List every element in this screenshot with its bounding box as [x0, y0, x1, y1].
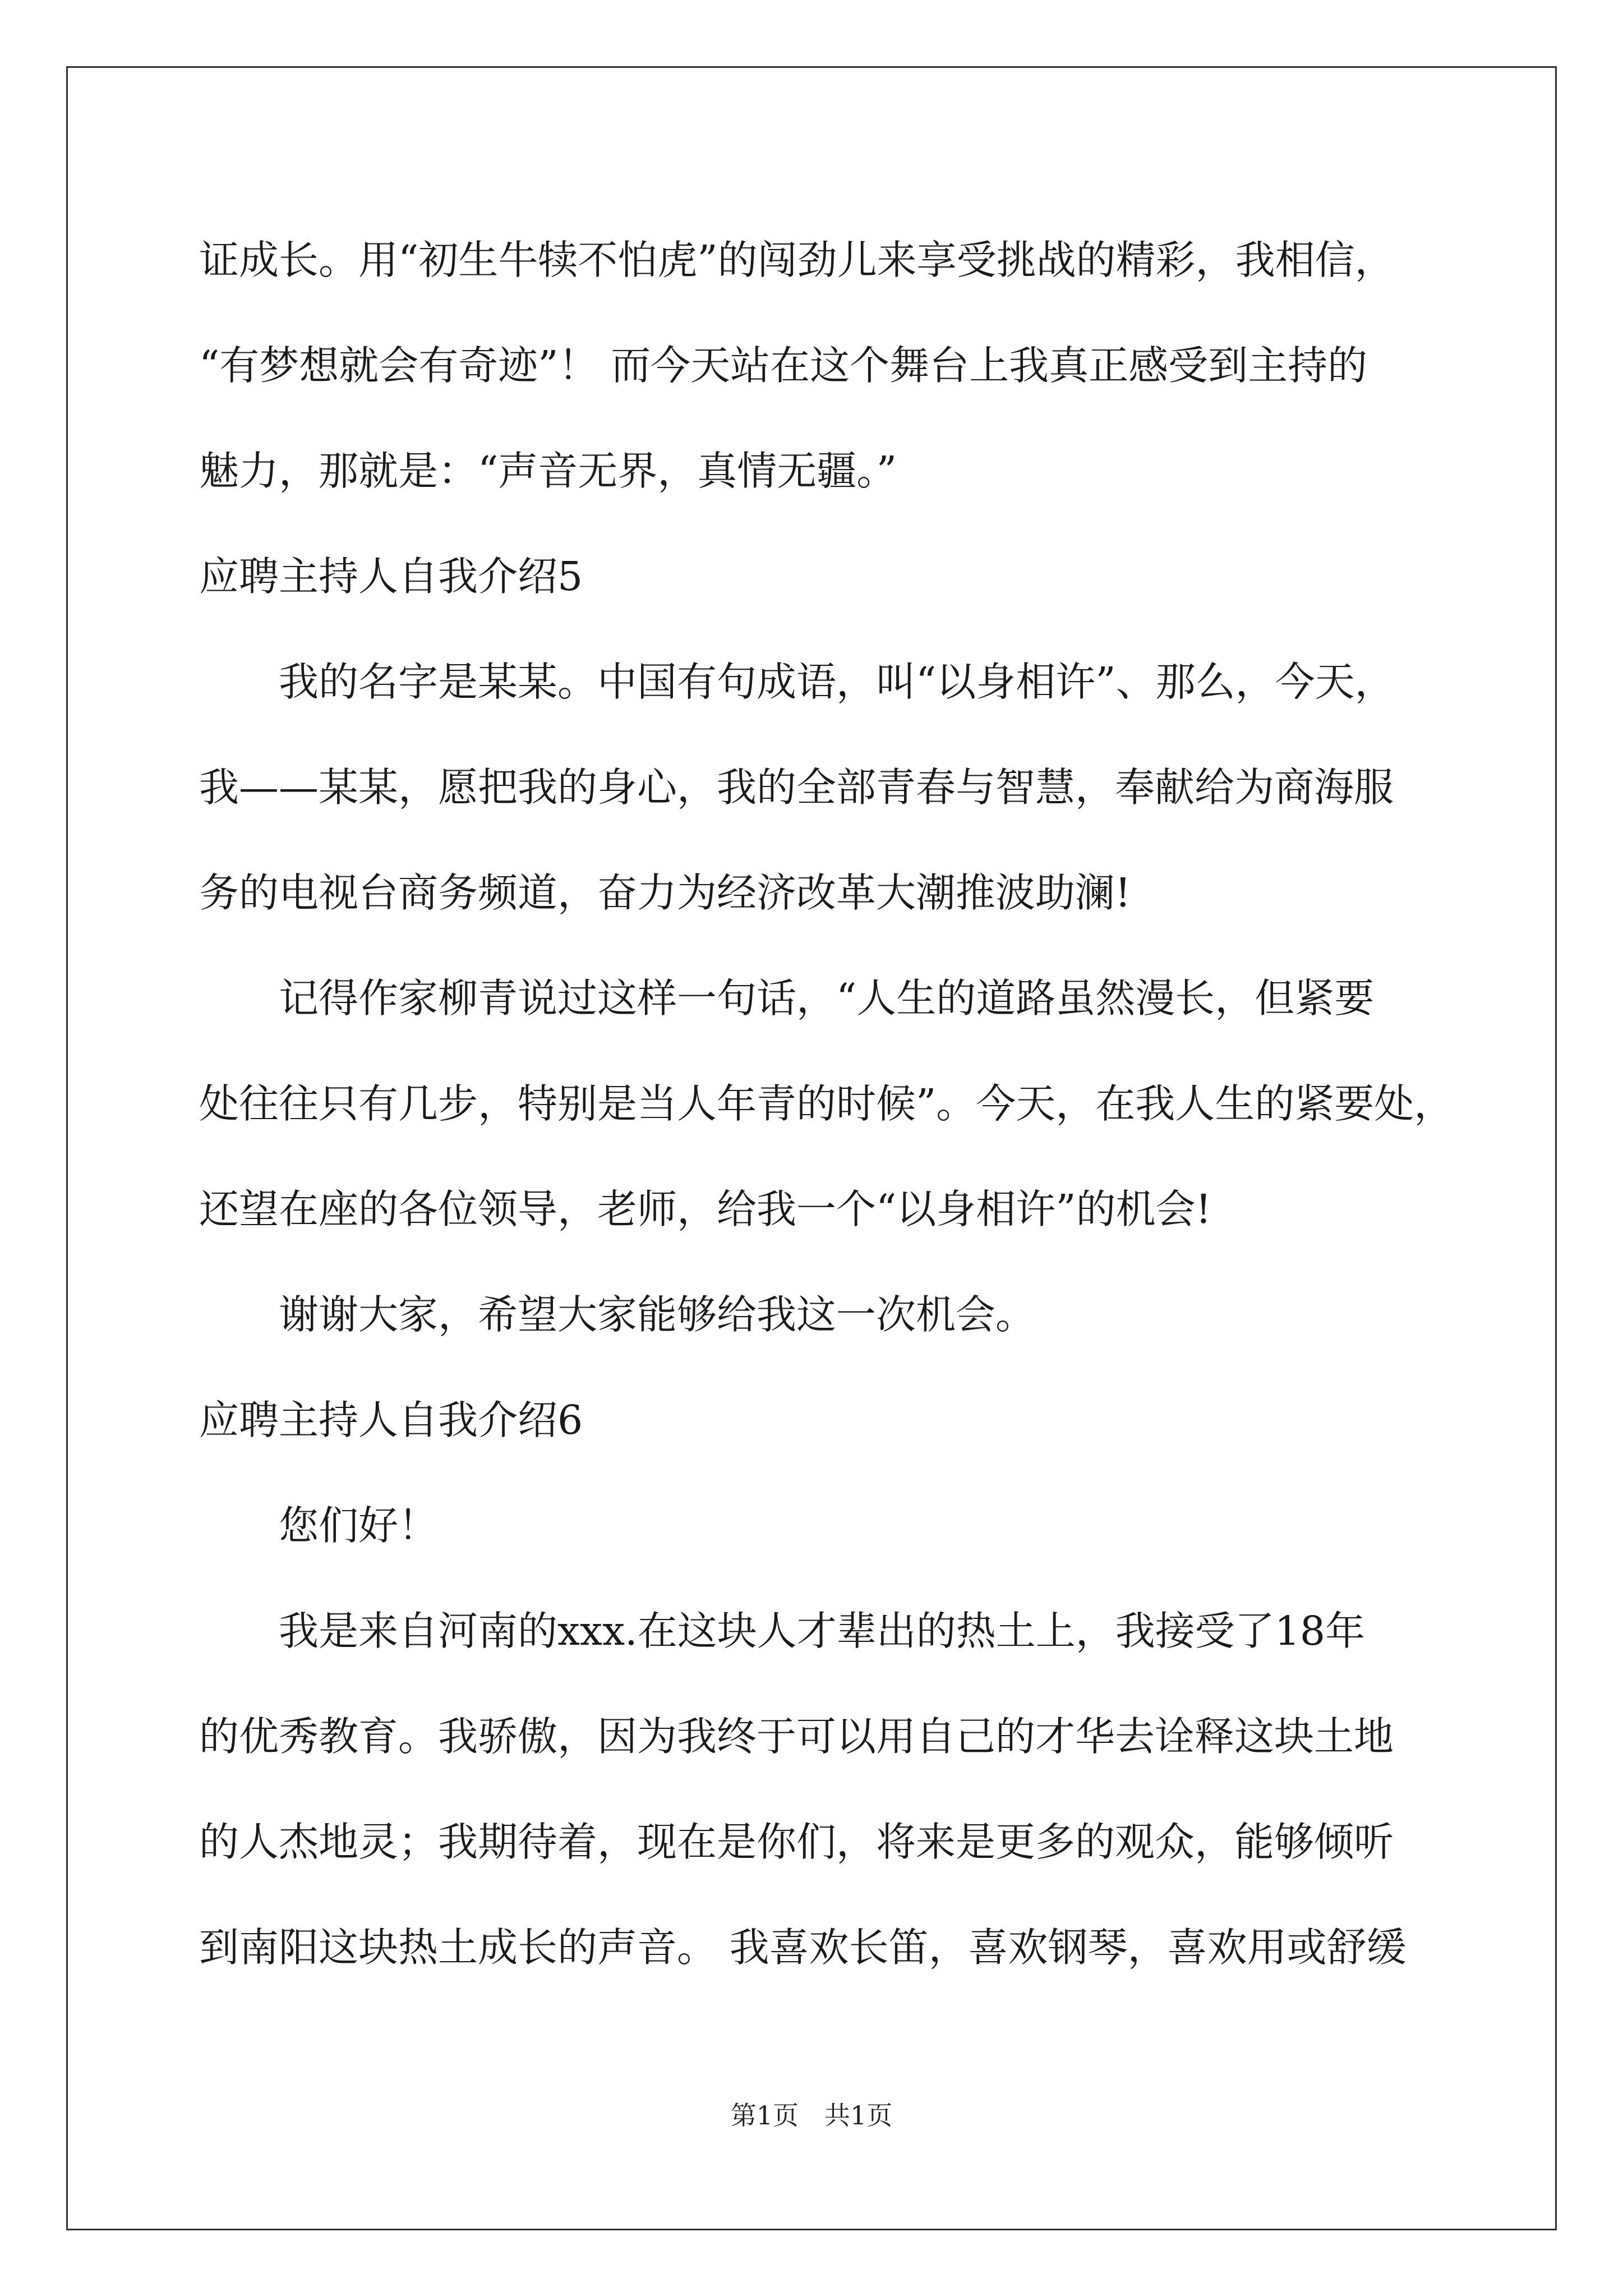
text-line: 我的名字是某某。中国有句成语，叫“以身相许”、那么，今天， [199, 659, 1395, 705]
document-body [199, 208, 1454, 2000]
text-line: 的优秀教育。我骄傲，因为我终于可以用自己的才华去诠释这块土地 [199, 1713, 1394, 1760]
text-line: 谢谢大家，希望大家能够给我这一次机会。 [199, 1291, 1036, 1338]
section-heading: 应聘主持人自我介绍6 [199, 1397, 583, 1443]
page-footer: 第1页 共1页 [730, 2100, 893, 2131]
section-heading: 应聘主持人自我介绍5 [199, 553, 583, 600]
text-line: 证成长。用“初生牛犊不怕虎”的闯劲儿来享受挑战的精彩，我相信， [199, 237, 1395, 283]
text-line: 到南阳这块热土成长的声音。 我喜欢长笛，喜欢钢琴，喜欢用或舒缓 [199, 1924, 1407, 1971]
text-line: 处往往只有几步，特别是当人年青的时候”。今天，在我人生的紧要处， [199, 1080, 1454, 1127]
text-line: “有梦想就会有奇迹”！ 而今天站在这个舞台上我真正感受到主持的 [199, 342, 1368, 389]
text-line: 我是来自河南的xxx.在这块人才辈出的热土上，我接受了18年 [199, 1608, 1366, 1654]
text-line: 务的电视台商务频道，奋力为经济改革大潮推波助澜! [199, 869, 1131, 916]
text-line: 的人杰地灵；我期待着，现在是你们，将来是更多的观众，能够倾听 [199, 1819, 1394, 1865]
text-line: 记得作家柳青说过这样一句话，“人生的道路虽然漫长，但紧要 [199, 975, 1375, 1022]
text-line: 魅力，那就是：“声音无界，真情无疆。” [199, 448, 897, 494]
text-line: 我——某某，愿把我的身心，我的全部青春与智慧，奉献给为商海服 [199, 764, 1394, 811]
text-line: 还望在座的各位领导，老师，给我一个“以身相许”的机会! [199, 1186, 1212, 1232]
text-line: 您们好！ [199, 1502, 439, 1549]
